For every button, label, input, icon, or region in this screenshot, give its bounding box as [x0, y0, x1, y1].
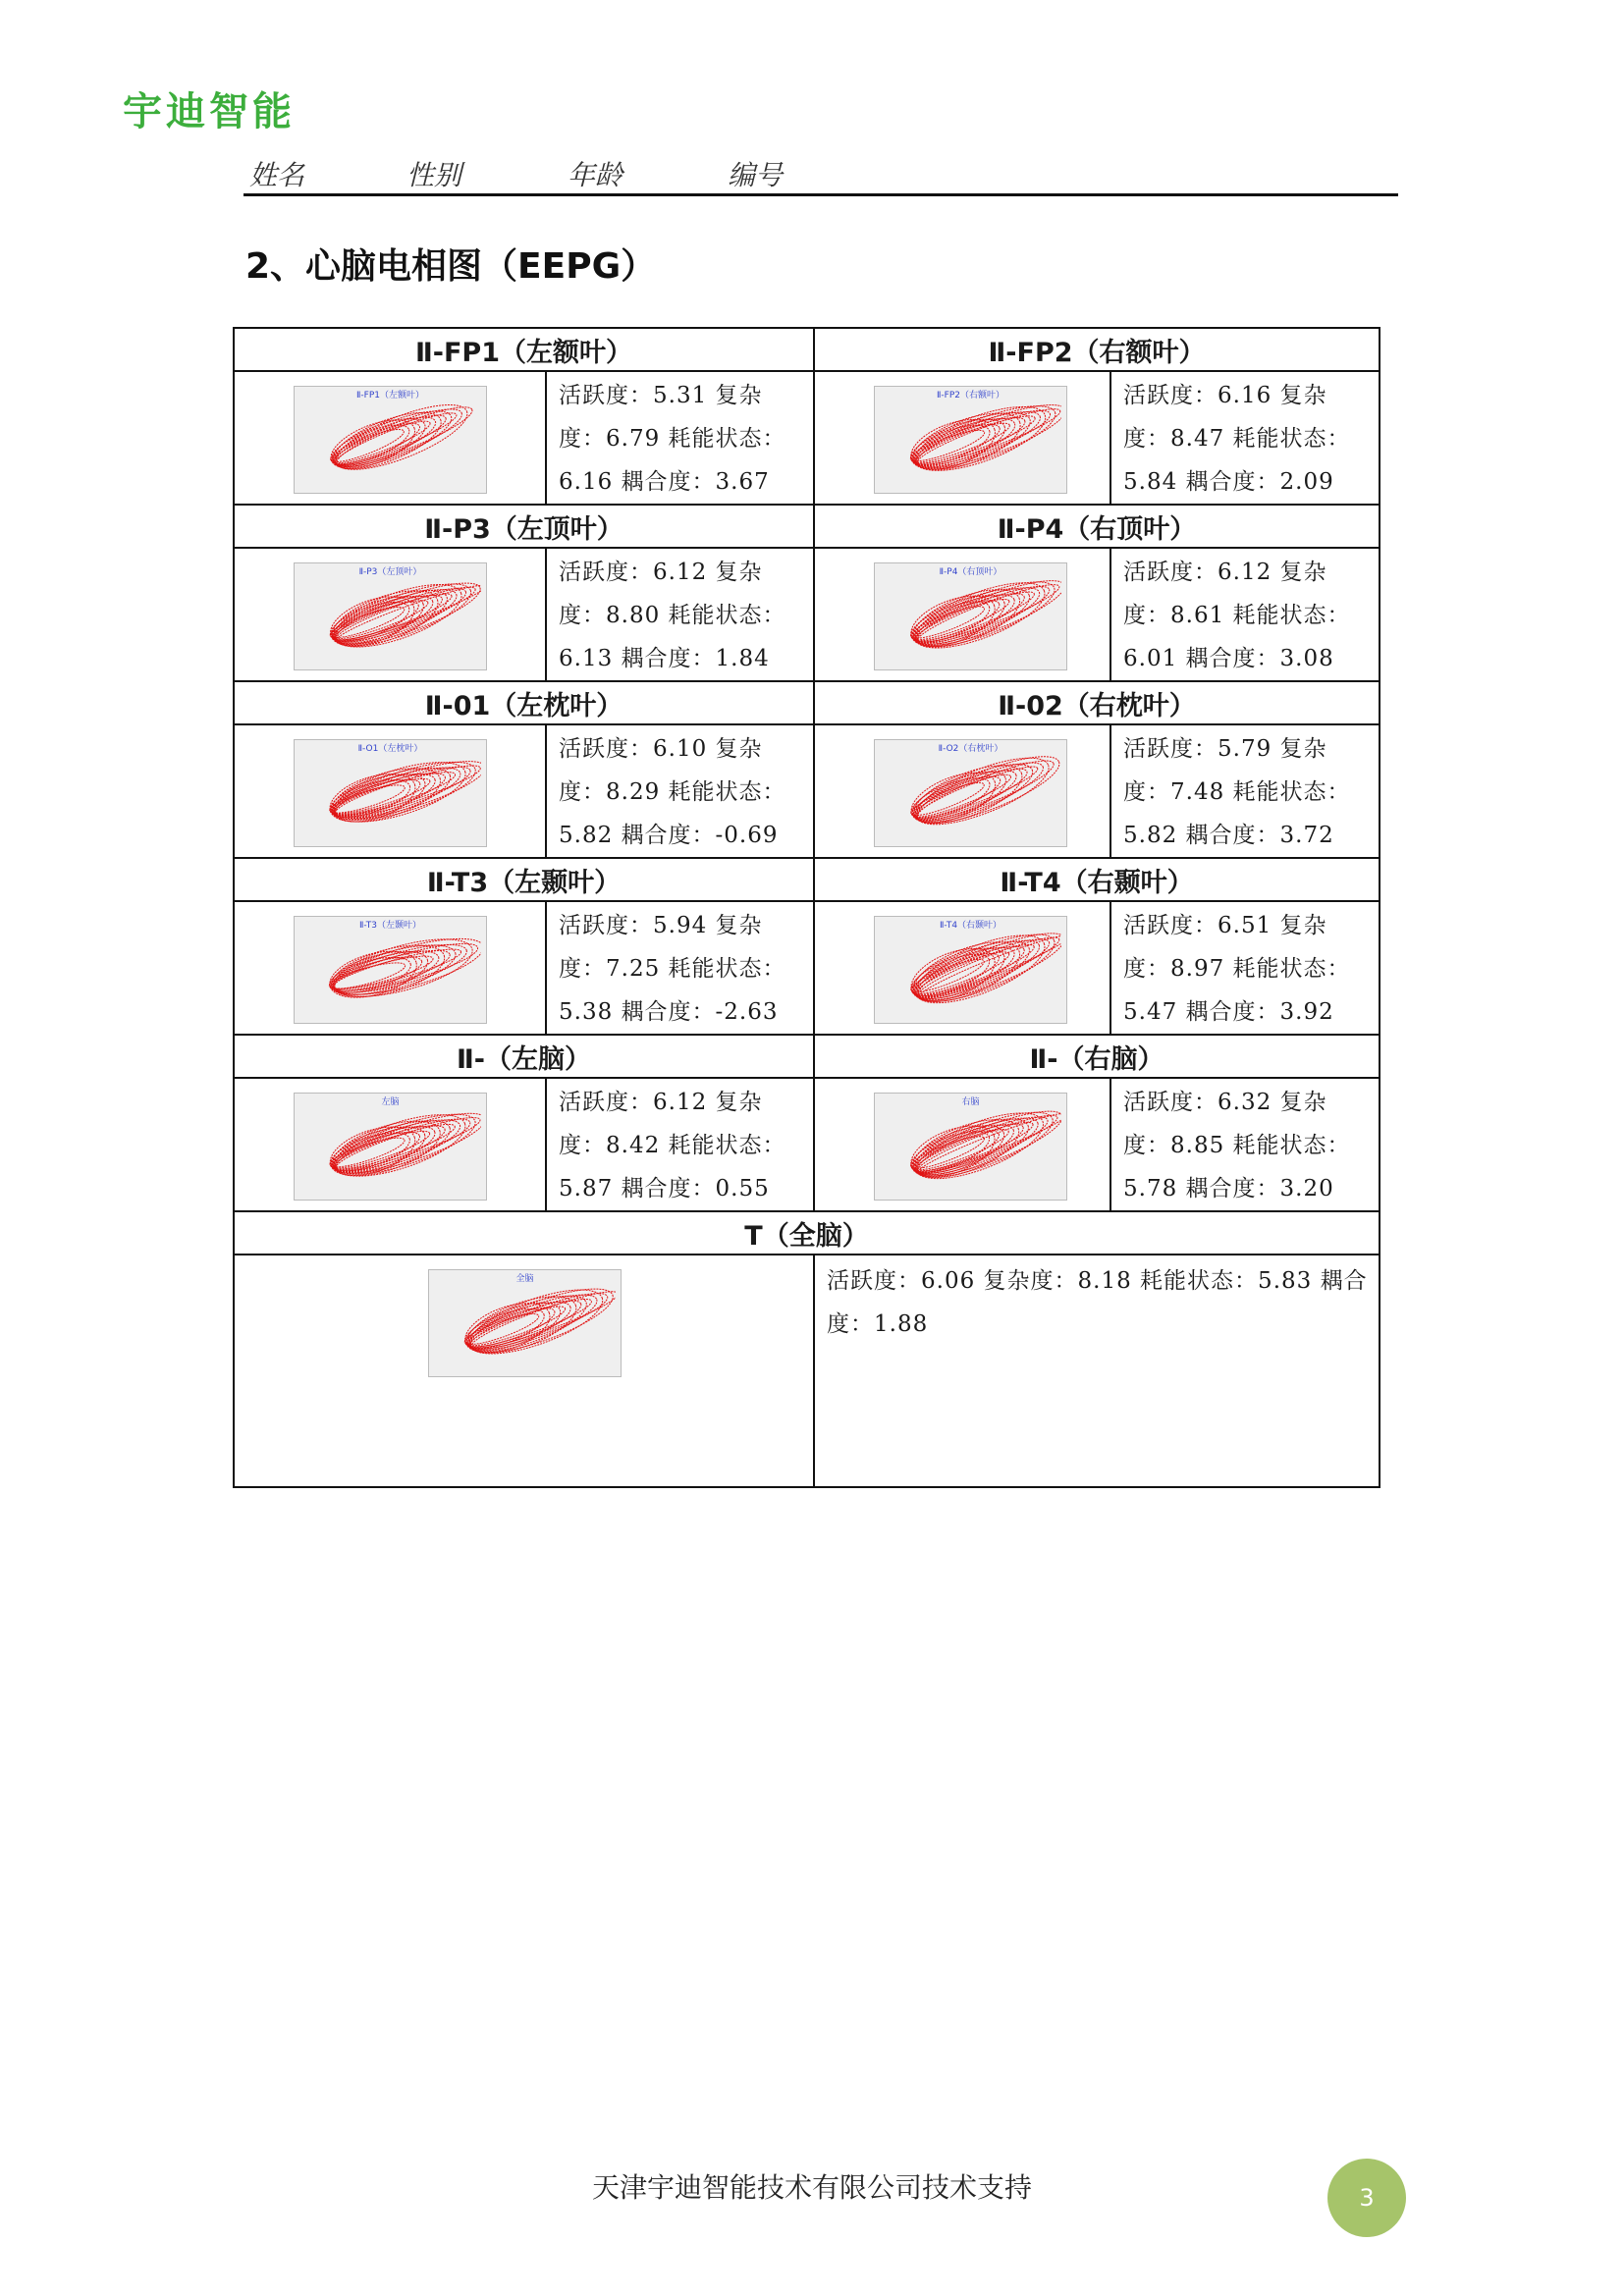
- channel-metrics: 活跃度：5.94 复杂度：7.25 耗能状态：5.38 耦合度：-2.63: [546, 901, 814, 1035]
- phase-curve-svg: [298, 399, 481, 489]
- channel-plot-cell: [234, 724, 546, 858]
- eepg-phase-plot: [874, 386, 1067, 494]
- brand-logo: 宇迪智能: [123, 89, 296, 134]
- plot-title: 右脑: [961, 1097, 980, 1107]
- channel-heading: Ⅱ-P4（右顶叶）: [814, 505, 1380, 548]
- channel-heading: Ⅱ-P3（左顶叶）: [234, 505, 814, 548]
- channel-heading: Ⅱ-FP1（左额叶）: [234, 328, 814, 371]
- plot-title: Ⅱ-FP2（右额叶）: [937, 391, 1005, 400]
- channel-heading: Ⅱ-（左脑）: [234, 1035, 814, 1078]
- phase-curve-svg: [879, 929, 1061, 1019]
- channel-heading: Ⅱ-01（左枕叶）: [234, 681, 814, 724]
- plot-title: 全脑: [515, 1274, 534, 1284]
- whole-brain-metrics: 活跃度：6.06 复杂度：8.18 耗能状态：5.83 耦合度：1.88: [814, 1255, 1380, 1487]
- phase-loop: [916, 929, 1061, 1004]
- patient-header: [244, 152, 1398, 196]
- phase-loop: [328, 1105, 472, 1189]
- channel-metrics: 活跃度：6.32 复杂度：8.85 耗能状态：5.78 耦合度：3.20: [1110, 1078, 1380, 1211]
- eepg-table: [233, 327, 1380, 1488]
- plot-title: Ⅱ-O2（右枕叶）: [938, 744, 1003, 754]
- phase-loop: [330, 934, 471, 1001]
- plot-title: Ⅱ-T3（左颞叶）: [358, 921, 422, 931]
- eepg-phase-plot: [294, 916, 487, 1024]
- channel-metrics: 活跃度：6.12 复杂度：8.42 耗能状态：5.87 耦合度：0.55: [546, 1078, 814, 1211]
- phase-loop: [904, 1116, 1001, 1188]
- eepg-phase-plot: [294, 386, 487, 494]
- eepg-phase-plot: [428, 1269, 622, 1377]
- channel-plot-cell: [814, 1078, 1110, 1211]
- channel-heading: Ⅱ-T3（左颞叶）: [234, 858, 814, 901]
- channel-plot-cell: [814, 371, 1110, 505]
- phase-curve-svg: [298, 752, 481, 842]
- channel-plot-cell: [814, 901, 1110, 1035]
- channel-heading: Ⅱ-（右脑）: [814, 1035, 1380, 1078]
- age-label: 年龄: [568, 159, 623, 191]
- phase-curve-svg: [879, 399, 1061, 489]
- phase-loop: [908, 752, 1056, 837]
- channel-plot-cell: [234, 1078, 546, 1211]
- channel-metrics: 活跃度：6.51 复杂度：8.97 耗能状态：5.47 耦合度：3.92: [1110, 901, 1380, 1035]
- channel-plot-cell: [234, 901, 546, 1035]
- eepg-phase-plot: [874, 916, 1067, 1024]
- channel-metrics: 活跃度：6.12 复杂度：8.80 耗能状态：6.13 耦合度：1.84: [546, 548, 814, 681]
- phase-loop: [329, 752, 481, 831]
- plot-title: Ⅱ-P3（左顶叶）: [358, 567, 422, 577]
- channel-metrics: 活跃度：6.16 复杂度：8.47 耗能状态：5.84 耦合度：2.09: [1110, 371, 1380, 505]
- id-label: 编号: [728, 159, 784, 191]
- eepg-phase-plot: [294, 1093, 487, 1201]
- name-label: 姓名: [249, 159, 305, 191]
- channel-metrics: 活跃度：6.10 复杂度：8.29 耗能状态：5.82 耦合度：-0.69: [546, 724, 814, 858]
- footer-company: 天津宇迪智能技术有限公司技术支持: [591, 2171, 1032, 2204]
- phase-curve-svg: [298, 1105, 481, 1196]
- channel-metrics: 活跃度：6.12 复杂度：8.61 耗能状态：6.01 耦合度：3.08: [1110, 548, 1380, 681]
- eepg-phase-plot: [874, 562, 1067, 670]
- channel-metrics: 活跃度：5.79 复杂度：7.48 耗能状态：5.82 耦合度：3.72: [1110, 724, 1380, 858]
- phase-loop: [907, 1105, 1051, 1192]
- whole-brain-plot-cell: [234, 1255, 814, 1487]
- channel-heading: Ⅱ-02（右枕叶）: [814, 681, 1380, 724]
- eepg-phase-plot: [874, 739, 1067, 847]
- plot-title: Ⅱ-O1（左枕叶）: [357, 744, 423, 754]
- phase-loop: [329, 399, 474, 482]
- phase-curve-svg: [879, 1105, 1061, 1196]
- phase-loop: [908, 930, 1037, 1012]
- channel-plot-cell: [814, 548, 1110, 681]
- channel-plot-cell: [814, 724, 1110, 858]
- channel-plot-cell: [234, 371, 546, 505]
- channel-heading: Ⅱ-T4（右颞叶）: [814, 858, 1380, 901]
- page-number-badge: 3: [1327, 2159, 1406, 2237]
- eepg-phase-plot: [294, 739, 487, 847]
- plot-title: Ⅱ-T4（右颞叶）: [939, 921, 1002, 931]
- plot-title: Ⅱ-P4（右顶叶）: [939, 567, 1002, 577]
- phase-curve-svg: [433, 1282, 616, 1372]
- eepg-phase-plot: [294, 562, 487, 670]
- section-title: 2、心脑电相图（EEPG）: [245, 246, 657, 287]
- phase-curve-svg: [298, 929, 481, 1019]
- channel-metrics: 活跃度：5.31 复杂度：6.79 耗能状态：6.16 耦合度：3.67: [546, 371, 814, 505]
- plot-title: Ⅱ-FP1（左额叶）: [355, 391, 424, 400]
- gender-label: 性别: [406, 159, 462, 191]
- eepg-phase-plot: [874, 1093, 1067, 1201]
- phase-curve-svg: [879, 752, 1061, 842]
- phase-loop: [462, 1285, 593, 1362]
- whole-brain-heading: T（全脑）: [234, 1211, 1380, 1255]
- phase-curve-svg: [298, 575, 481, 666]
- plot-title: 左脑: [381, 1097, 400, 1107]
- channel-plot-cell: [234, 548, 546, 681]
- phase-loop: [325, 410, 422, 479]
- channel-heading: Ⅱ-FP2（右额叶）: [814, 328, 1380, 371]
- phase-curve-svg: [879, 575, 1061, 666]
- phase-loop: [331, 752, 481, 829]
